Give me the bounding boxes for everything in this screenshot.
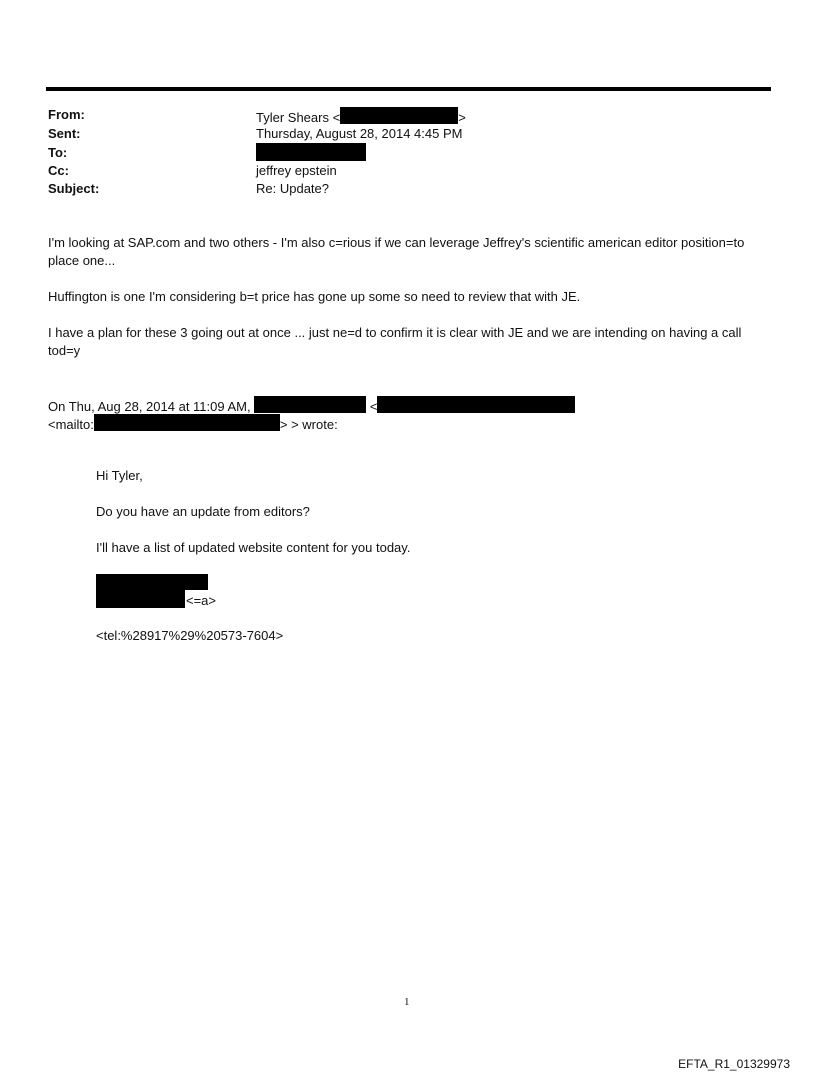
mailto-prefix: <mailto: xyxy=(48,417,94,432)
redaction-to xyxy=(256,143,366,161)
subject-value: Re: Update? xyxy=(256,181,329,196)
document-id: EFTA_R1_01329973 xyxy=(678,1057,790,1071)
from-value xyxy=(256,107,466,125)
sent-label: Sent: xyxy=(48,126,81,141)
from-label: From: xyxy=(48,107,85,122)
cc-value: jeffrey epstein xyxy=(256,163,337,178)
quoted-greeting: Hi Tyler, xyxy=(96,468,143,483)
page-number: 1 xyxy=(404,996,410,1008)
quoted-line-2: I'll have a list of updated website content for you today. xyxy=(96,540,411,555)
subject-label: Subject: xyxy=(48,181,100,196)
from-name: Tyler Shears < xyxy=(256,110,341,125)
quoted-lt: < xyxy=(369,399,378,414)
redaction-signature-1 xyxy=(96,574,208,590)
quoted-header-line-2 xyxy=(48,414,773,434)
wrote-suffix: > > wrote: xyxy=(279,417,338,432)
quoted-line-1: Do you have an update from editors? xyxy=(96,504,310,519)
redaction-sender-name xyxy=(254,396,366,413)
quoted-header-line-1 xyxy=(48,396,773,416)
from-close: > xyxy=(458,110,466,125)
header-rule xyxy=(46,87,771,91)
cc-label: Cc: xyxy=(48,163,69,178)
sent-value: Thursday, August 28, 2014 4:45 PM xyxy=(256,126,463,141)
body-paragraph-1: I'm looking at SAP.com and two others - I'm also c=rious if we can leverage Jeffrey's scientific american editor position=to place one... xyxy=(48,235,745,268)
to-label: To: xyxy=(48,145,68,160)
redaction-signature-2 xyxy=(96,590,185,608)
redaction-mailto xyxy=(94,414,280,431)
body-paragraph-3: I have a plan for these 3 going out at once ... just ne=d to confirm it is clear with JE and we are intending on having a call tod=y xyxy=(48,325,742,358)
quoted-date: On Thu, Aug 28, 2014 at 11:09 AM, xyxy=(48,399,251,414)
redaction-sender-email xyxy=(377,396,575,413)
telephone-link: <tel:%28917%29%20573-7604> xyxy=(96,628,284,643)
signature-suffix: <=a> xyxy=(186,593,217,608)
body-paragraph-2: Huffington is one I'm considering b=t price has gone up some so need to review that with JE. xyxy=(48,289,581,304)
redaction-from-email xyxy=(340,107,458,124)
